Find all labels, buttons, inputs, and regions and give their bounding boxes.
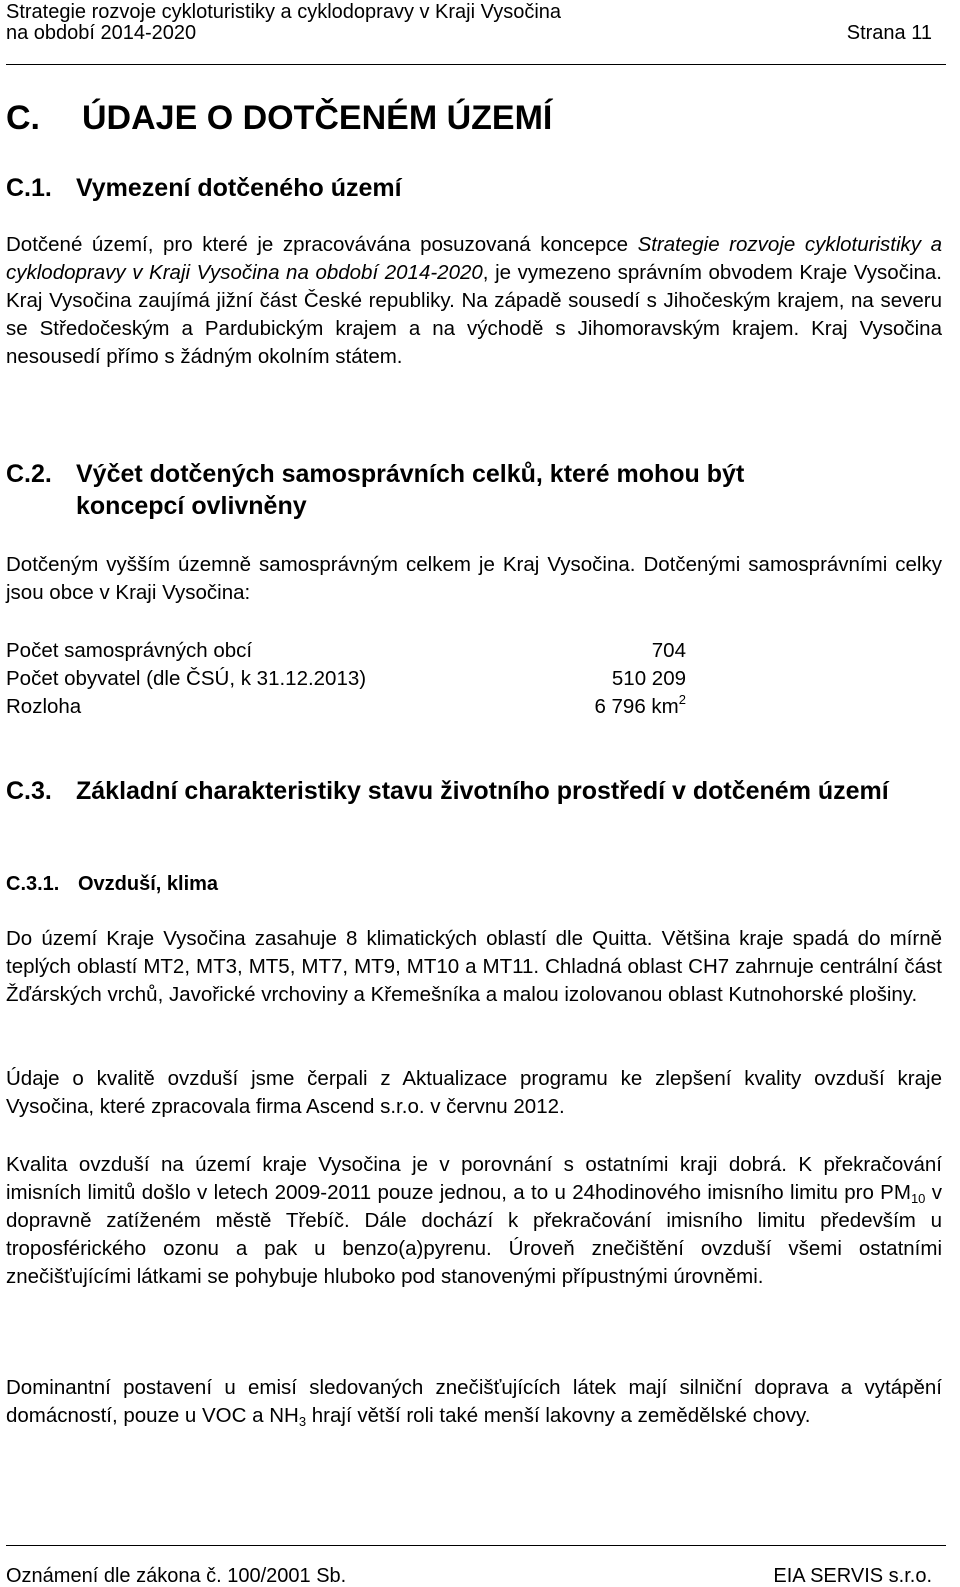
stat-value: 510 209: [611, 667, 686, 690]
paragraph-text: Dotčené území, pro které je zpracovávána posuzovaná koncepce: [6, 233, 638, 256]
section-c1-paragraph: [6, 231, 942, 371]
emissions-paragraph: [6, 1374, 942, 1430]
header-period: na období 2014-2020: [6, 22, 197, 44]
stat-row: [6, 693, 686, 721]
air-quality-source-paragraph: Údaje o kvalitě ovzduší jsme čerpali z Aktualizace programu ke zlepšení kvality ovzduší kraje Vysočina, které zpracovala firma Ascend s.r.o. v červnu 2012.: [6, 1067, 942, 1118]
section-c2-heading: [6, 458, 856, 522]
chapter-heading: [6, 98, 552, 138]
footer-rule: [6, 1545, 946, 1546]
section-c1-title: Vymezení dotčeného území: [76, 174, 402, 202]
stat-row: [6, 637, 686, 665]
paragraph-text: Kvalita ovzduší na území kraje Vysočina je v porovnání s ostatními kraji dobrá. K překračování imisních limitů došlo v letech 2009-2011 pouze jednou, a to u 24hodinového imisního limitu pro PM: [6, 1153, 942, 1204]
section-c31-heading: [6, 872, 218, 896]
stat-label: Počet samosprávných obcí: [6, 639, 253, 662]
section-c31-title: Ovzduší, klima: [78, 873, 219, 895]
area-unit-exponent: 2: [678, 692, 686, 707]
section-c31-number: C.3.1.: [6, 873, 60, 895]
footer-legal-note: Oznámení dle zákona č. 100/2001 Sb.: [6, 1565, 347, 1587]
climate-paragraph: Do území Kraje Vysočina zasahuje 8 klimatických oblastí dle Quitta. Většina kraje spadá do mírně teplých oblastí MT2, MT3, MT5, MT7, MT9, MT10 a MT11. Chladná oblast CH7 zahrnuje centrální část Žďárských vrchů, Javořické vrchoviny a Křemešníka a malou izolovanou oblast Kutnohorské plošiny.: [6, 927, 942, 1006]
section-c3-number: C.3.: [6, 777, 52, 805]
page-number: Strana 11: [846, 22, 932, 44]
section-c2-number: C.2.: [6, 460, 52, 488]
page-header: [6, 0, 942, 62]
stat-value-area: [594, 693, 686, 721]
municipality-stats: [6, 637, 686, 721]
stat-label: Počet obyvatel (dle ČSÚ, k 31.12.2013): [6, 667, 367, 690]
section-c2-paragraph: Dotčeným vyšším územně samosprávným celkem je Kraj Vysočina. Dotčenými samosprávními celky jsou obce v Kraji Vysočina:: [6, 553, 942, 604]
header-rule: [6, 64, 946, 65]
section-c2-title: Výčet dotčených samosprávních celků, které mohou být koncepcí ovlivněny: [76, 460, 745, 520]
chapter-title: ÚDAJE O DOTČENÉM ÚZEMÍ: [82, 99, 553, 137]
header-title: Strategie rozvoje cykloturistiky a cyklodopravy v Kraji Vysočina: [6, 1, 562, 23]
chapter-number: C.: [6, 99, 40, 137]
section-c1-number: C.1.: [6, 174, 52, 202]
stat-value: 704: [651, 639, 686, 662]
nh3-subscript: 3: [298, 1414, 307, 1429]
pm-subscript: 10: [910, 1191, 926, 1206]
paragraph-text: , je vymezeno správním obvodem Kraje Vysočina. Kraj Vysočina zaujímá jižní část České republiky. Na západě sousedí s Jihočeským krajem, na severu se Středočeským a Pardubickým krajem a na východě s Jihomoravským krajem. Kraj Vysočina nesousedí přímo s žádným okolním státem.: [6, 261, 942, 368]
paragraph-text: Dominantní postavení u emisí sledovaných znečišťujících látek mají silniční doprava a vytápění domácností, pouze u VOC a NH: [6, 1376, 942, 1427]
footer-company: EIA SERVIS s.r.o.: [773, 1565, 932, 1587]
paragraph-text: hrají větší roli také menší lakovny a zemědělské chovy.: [306, 1404, 811, 1427]
page-footer: [6, 1545, 942, 1587]
concept-title-italic: Strategie rozvoje cykloturistiky a cyklodopravy v Kraji Vysočina na období 2014-2020: [6, 233, 942, 284]
air-quality-paragraph: [6, 1151, 942, 1291]
section-c3-heading: [6, 775, 926, 807]
section-c3-title: Základní charakteristiky stavu životního prostředí v dotčeném území: [76, 777, 889, 805]
paragraph-text: v dopravně zatíženém městě Třebíč. Dále dochází k překračování imisního limitu především u troposférického ozonu a pak u benzo(a)pyrenu. Úroveň znečištění ovzduší všemi ostatními znečišťujícími látkami se pohybuje hluboko pod stanovenými přípustnými úrovněmi.: [6, 1181, 942, 1288]
area-value: 6 796 km: [594, 695, 679, 718]
stat-row: [6, 665, 686, 693]
stat-label: Rozloha: [6, 695, 82, 718]
section-c1-heading: [6, 172, 926, 204]
